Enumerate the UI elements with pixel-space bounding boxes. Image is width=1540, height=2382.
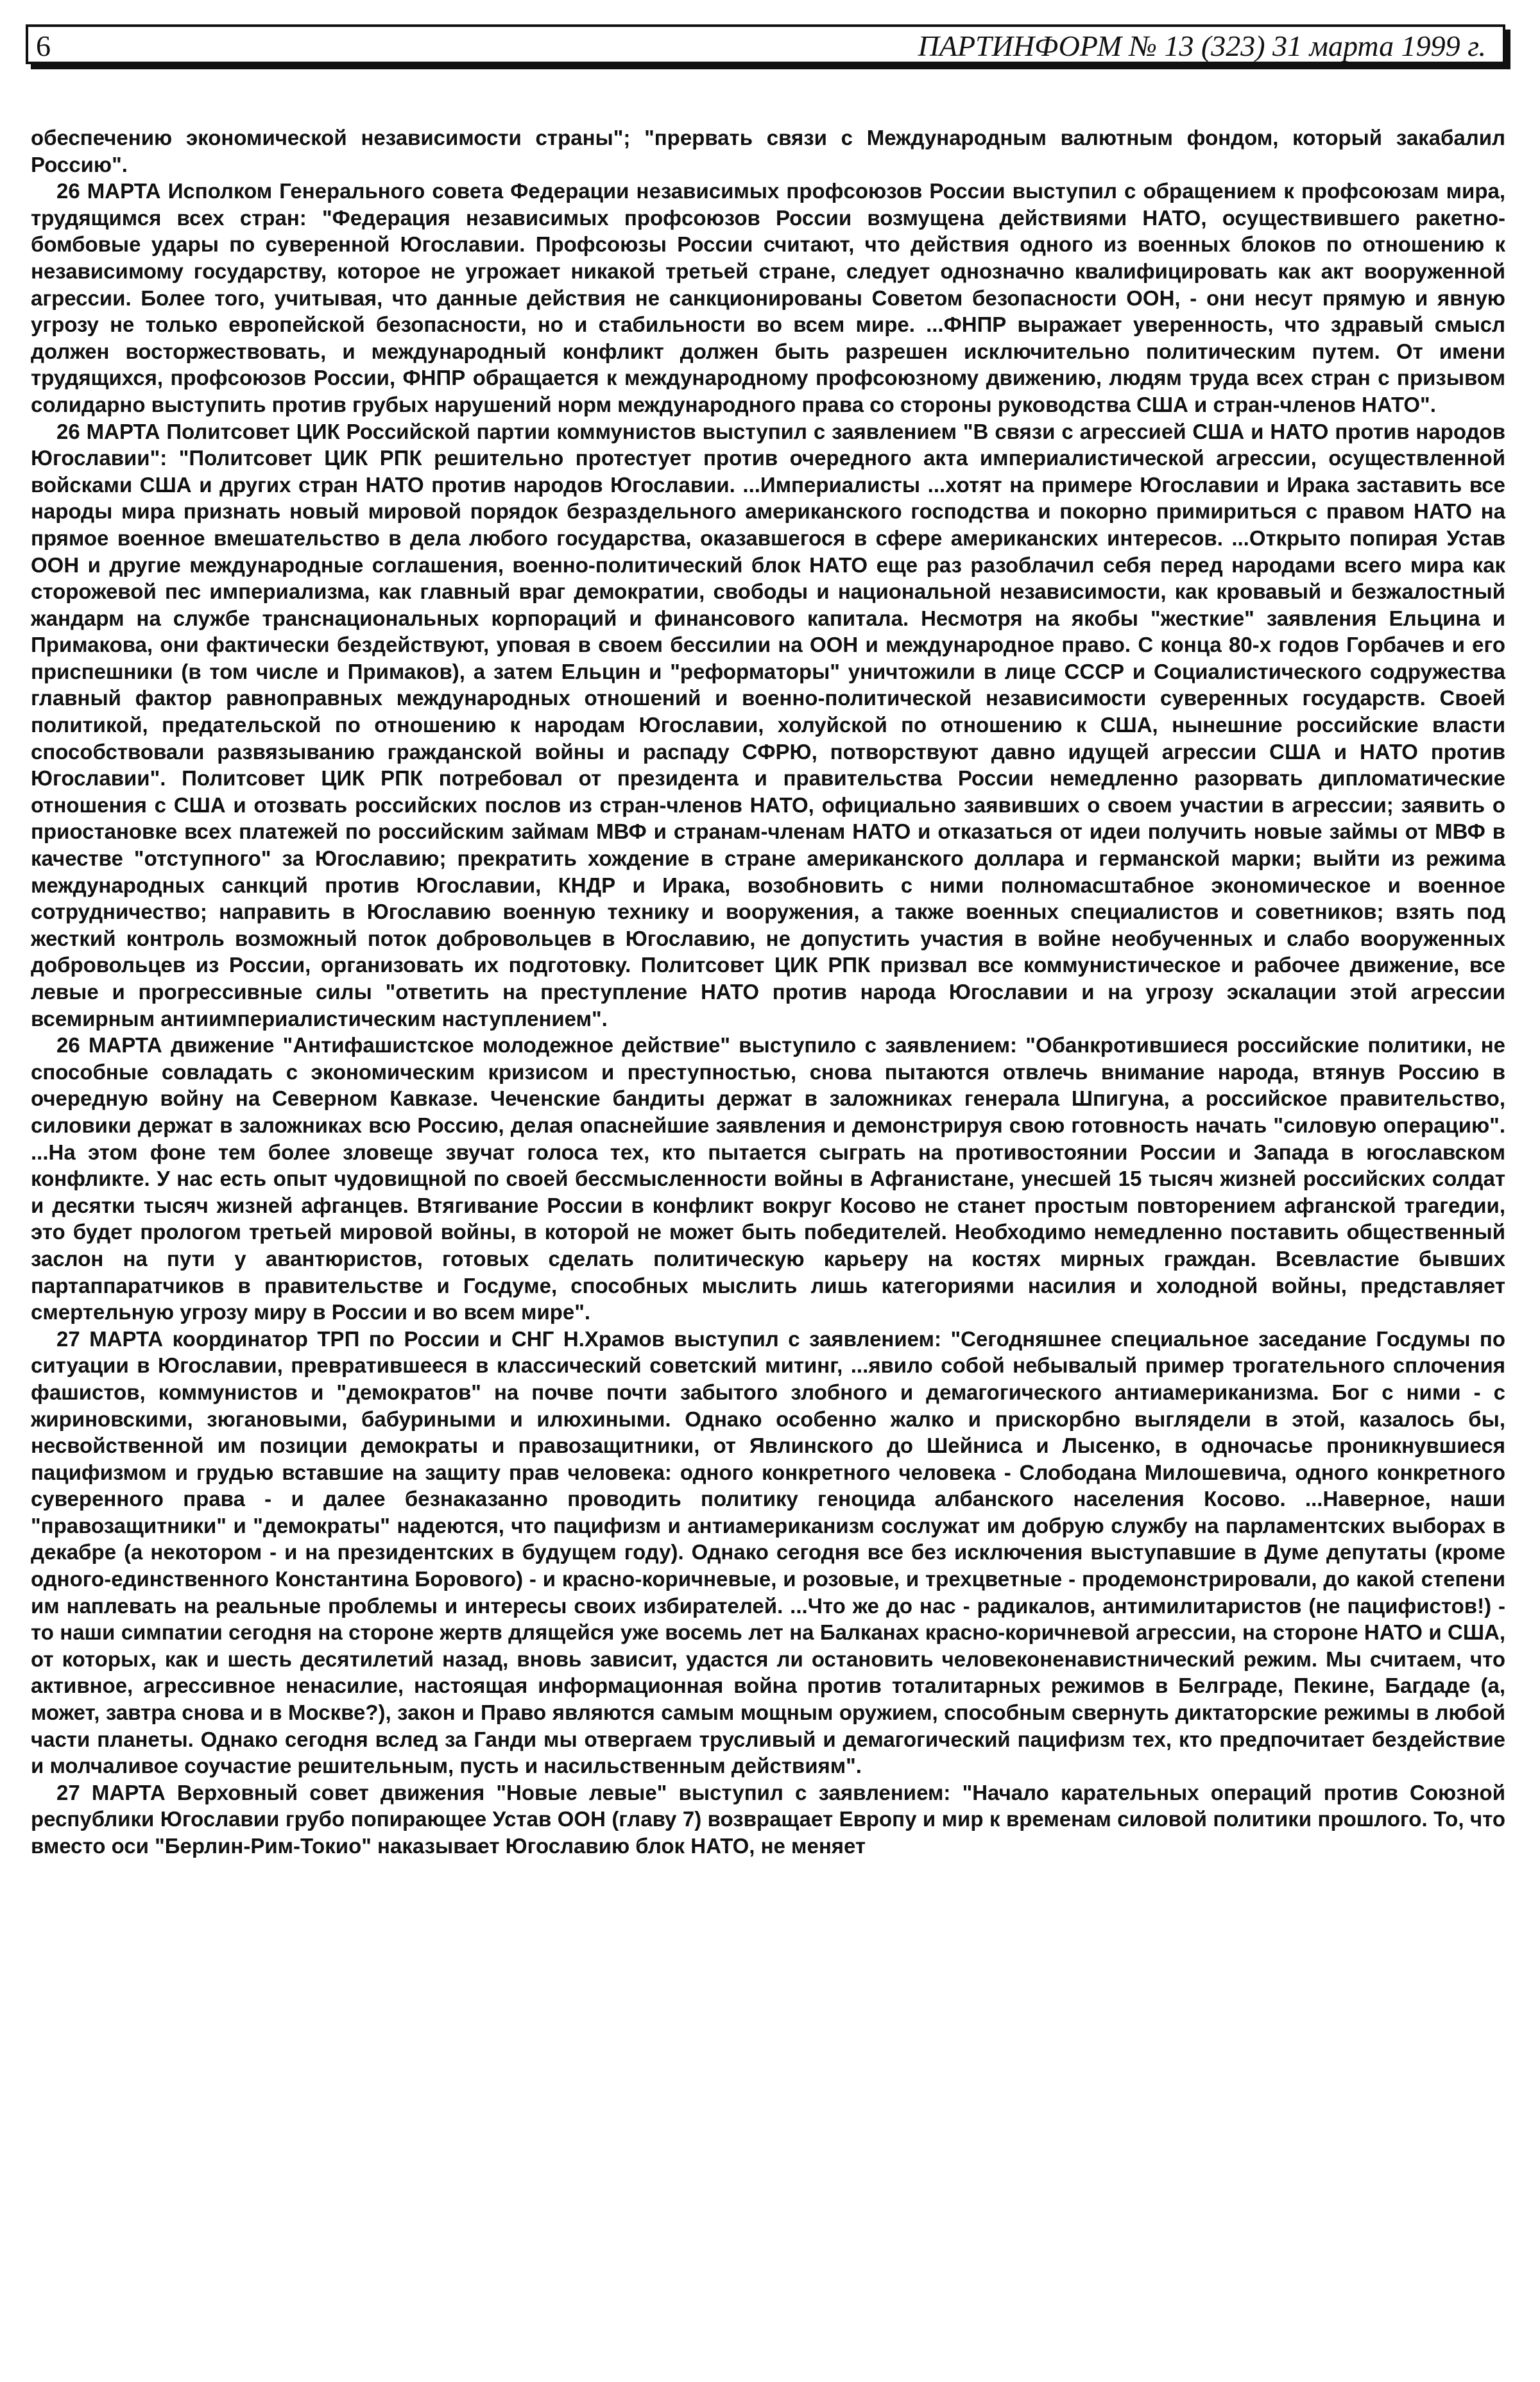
paragraph-rpk-statement: 26 МАРТА Политсовет ЦИК Российской партии коммунистов выступил с заявлением "В связи с агрессией США и НАТО против народов Югославии": "Политсовет ЦИК РПК решительно протестует против очередного акта империалистической агрессии, осуществленной войсками США и других стран НАТО против народов Югославии. ...Империалисты ...хотят на примере Югославии и Ирака заставить все народы мира признать новый мировой порядок безраздельного американского господства и покорно примириться с правом НАТО на прямое военное вмешательство в дела любого государства, оказавшегося в сфере американских интересов. ...Открыто попирая Устав ООН и другие международные соглашения, военно-политический блок НАТО еще раз разоблачил себя перед народами всего мира как сторожевой пес империализма, как главный враг демократии, свободы и национальной независимости, как кровавый и безжалостный жандарм на службе транснациональных корпораций и финансового капитала. Несмотря на якобы "жесткие" заявления Ельцина и Примакова, они фактически бездействуют, уповая в своем бессилии на ООН и международное право. С конца 80-х годов Горбачев и его приспешники (в том числе и Примаков), а затем Ельцин и "реформаторы" уничтожили в лице СССР и Социалистического содружества главный фактор равноправных международных отношений и военно-политической независимости суверенных государств. Своей политикой, предательской по отношению к народам Югославии, холуйской по отношению к США, нынешние российские власти способствовали развязыванию гражданской войны и распаду СФРЮ, потворствуют давно идущей агрессии США и НАТО против Югославии". Политсовет ЦИК РПК потребовал от президента и правительства России немедленно разорвать дипломатические отношения с США и отозвать российских послов из стран-членов НАТО, официально заявивших о своем участии в агрессии; заявить о приостановке всех платежей по российским займам МВФ и странам-членам НАТО и отказаться от идеи получить новые займы от МВФ в качестве "отступного" за Югославию; прекратить хождение в стране американского доллара и германской марки; выйти из режима международных санкций против Югославии, КНДР и Ирака, возобновить с ними полномасштабное экономическое и военное сотрудничество; направить в Югославию военную технику и вооружения, а также военных специалистов и советников; взять под жесткий контроль возможный поток добровольцев в Югославию, не допустить участия в войне необученных и слабо вооруженных добровольцев из России, организовать их подготовку. Политсовет ЦИК РПК призвал все коммунистическое и рабочее движение, все левые и прогрессивные силы "ответить на преступление НАТО против народа Югославии и на угрозу эскалации этой агрессии всемирным антиимпериалистическим наступлением". [31,419,1505,1031]
paragraph-antifascist-statement: 26 МАРТА движение "Антифашистское молодежное действие" выступило с заявлением: "Обанкротившиеся российские политики, не способные совладать с экономическим кризисом и преступностью, снова пытаются отвлечь внимание народа, втянув Россию в очередную войну на Северном Кавказе. Чеченские бандиты держат в заложниках генерала Шпигуна, а российское правительство, силовики держат в заложниках всю Россию, делая опаснейшие заявления и демонстрируя свою готовность начать "силовую операцию". ...На этом фоне тем более зловеще звучат голоса тех, кто пытается сыграть на противостоянии России и Запада в югославском конфликте. У нас есть опыт чудовищной по своей бессмысленности войны в Афганистане, унесшей 15 тысяч жизней российских солдат и десятки тысяч жизней афганцев. Втягивание России в конфликт вокруг Косово не станет простым повторением афганской трагедии, это будет прологом третьей мировой войны, в которой не может быть победителей. Необходимо немедленно поставить общественный заслон на пути у авантюристов, готовых сделать политическую карьеру на костях мирных граждан. Всевластие бывших партаппаратчиков в правительстве и Госдуме, способных мыслить лишь категориями насилия и холодной войны, представляет смертельную угрозу миру в России и во всем мире". [31,1033,1505,1324]
issue-title: ПАРТИНФОРМ № 13 (323) 31 марта 1999 г. [918,30,1486,62]
paragraph-continuation: обеспечению экономической независимости страны"; "прервать связи с Международным валютным фондом, который закабалил Россию". [31,126,1505,176]
paragraph-trp-statement: 27 МАРТА координатор ТРП по России и СНГ Н.Храмов выступил с заявлением: "Сегодняшнее специальное заседание Госдумы по ситуации в Югославии, превратившееся в классический советский митинг, ...явило собой небывалый пример трогательного сплочения фашистов, коммунистов и "демократов" на почве почти забытого злобного и демагогического антиамериканизма. Бог с ними - с жириновскими, зюгановыми, бабуриными и илюхиными. Однако особенно жалко и прискорбно выглядели в этой, казалось бы, несвойственной им позиции демократы и правозащитники, от Явлинского до Шейниса и Лысенко, в одночасье проникнувшиеся пацифизмом и грудью вставшие на защиту прав человека: одного конкретного человека - Слободана Милошевича, одного конкретного суверенного права - и далее безнаказанно проводить политику геноцида албанского населения Косово. ...Наверное, наши "правозащитники" и "демократы" надеются, что пацифизм и антиамериканизм сослужат им добрую службу на парламентских выборах в декабре (а некотором - и на президентских в будущем году). Однако сегодня все без исключения выступавшие в Думе депутаты (кроме одного-единственного Константина Борового) - и красно-коричневые, и розовые, и трехцветные - продемонстрировали, до какой степени им наплевать на реальные проблемы и интересы своих избирателей. ...Что же до нас - радикалов, антимилитаристов (не пацифистов!) - то наши симпатии сегодня на стороне жертв длящейся уже восемь лет на Балканах красно-коричневой агрессии, на стороне НАТО и США, от которых, как и шесть десятилетий назад, вновь зависит, удастся ли остановить человеконенавистнический режим. Мы считаем, что активное, агрессивное ненасилие, настоящая информационная война против тоталитарных режимов в Белграде, Пекине, Багдаде (а, может, завтра снова и в Москве?), закон и Право являются самым мощным оружием, способным свернуть диктаторские режимы в любой части планеты. Однако сегодня вслед за Ганди мы отвергаем трусливый и демагогический пацифизм тех, кто предпочитает бездействие и молчаливое соучастие решительным, пусть и насильственным действиям". [31,1326,1505,1778]
paragraph-fnpr-appeal: 26 МАРТА Исполком Генерального совета Федерации независимых профсоюзов России выступил с обращением к профсоюзам мира, трудящимся всех стран: "Федерация независимых профсоюзов России возмущена действиями НАТО, осуществившего ракетно-бомбовые удары по суверенной Югославии. Профсоюзы России считают, что действия одного из военных блоков по отношению к независимому государству, которое не угрожает никакой третьей стране, следует однозначно квалифицировать как акт вооруженной агрессии. Более того, учитывая, что данные действия не санкционированы Советом безопасности ООН, - они несут прямую и явную угрозу не только европейской безопасности, но и стабильности во всем мире. ...ФНПР выражает уверенность, что здравый смысл должен восторжествовать, и международный конфликт должен быть разрешен исключительно политическим путем. От имени трудящихся, профсоюзов России, ФНПР обращается к международному профсоюзному движению, людям труда всех стран с призывом солидарно выступить против грубых нарушений норм международного права со стороны руководства США и стран-членов НАТО". [31,179,1505,416]
paragraph-new-left-statement: 27 МАРТА Верховный совет движения "Новые левые" выступил с заявлением: "Начало карательных операций против Союзной республики Югославии грубо попирающее Устав ООН (главу 7) возвращает Европу и мир к временам силовой политики прошлого. То, что вместо оси "Берлин-Рим-Токио" наказывает Югославию блок НАТО, не меняет [31,1780,1505,1858]
article-body [31,124,1505,1860]
page-number: 6 [36,30,51,62]
page-header [26,24,1505,64]
